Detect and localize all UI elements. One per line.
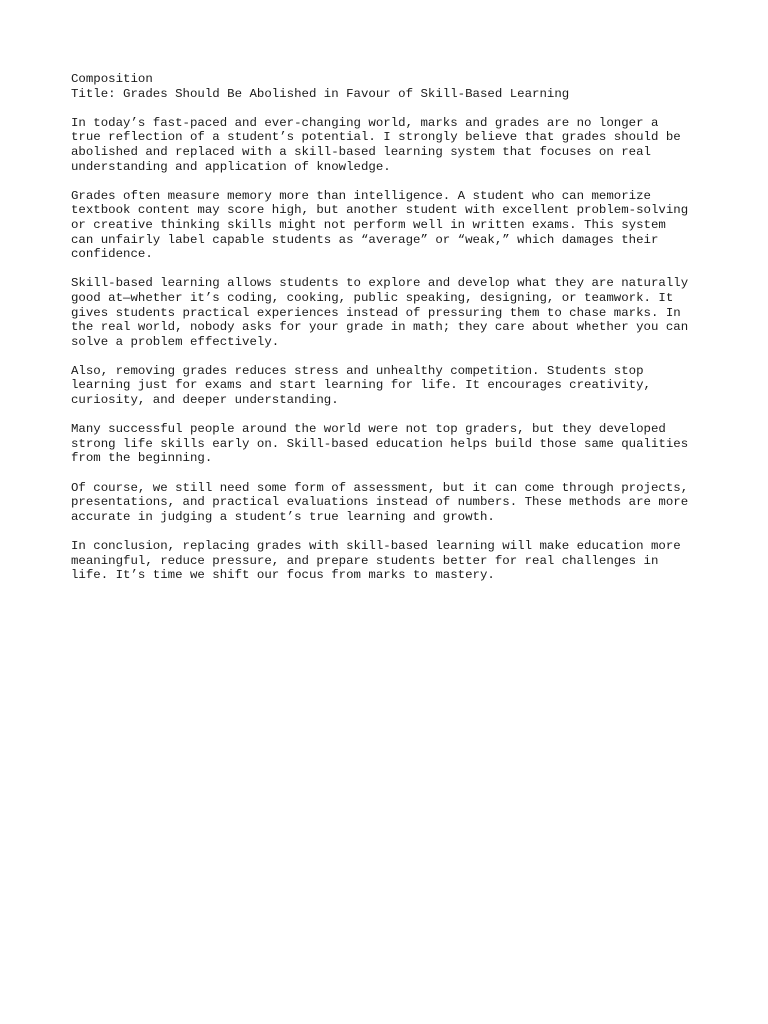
paragraph-line: Grades often measure memory more than intelligence. A student who can memorize — [71, 188, 651, 203]
paragraph-line: abolished and replaced with a skill-based learning system that focuses on real — [71, 144, 651, 159]
composition-label: Composition — [71, 72, 153, 86]
paragraph — [71, 116, 711, 174]
document-title: Title: Grades Should Be Abolished in Favour of Skill-Based Learning — [71, 86, 570, 101]
paragraph-line: true reflection of a student’s potential. I strongly believe that grades should be — [71, 130, 681, 145]
paragraph-line: Many successful people around the world were not top graders, but they developed — [71, 422, 666, 437]
paragraph-line: learning just for exams and start learning for life. It encourages creativity, — [71, 378, 651, 393]
paragraph-line: or creative thinking skills might not perform well in written exams. This system — [71, 217, 666, 232]
paragraph-line: curiosity, and deeper understanding. — [71, 393, 339, 408]
paragraph-line: understanding and application of knowledge. — [71, 159, 391, 174]
paragraph-line: accurate in judging a student’s true learning and growth. — [71, 509, 495, 524]
paragraph-line: gives students practical experiences instead of pressuring them to chase marks. In — [71, 305, 681, 320]
paragraph-line: textbook content may score high, but another student with excellent problem-solving — [71, 203, 689, 218]
paragraph-line: confidence. — [71, 247, 153, 262]
paragraph — [71, 422, 711, 466]
paragraph — [71, 539, 711, 583]
paragraph-line: In today’s fast-paced and ever-changing world, marks and grades are no longer a — [71, 115, 659, 130]
paragraph-line: solve a problem effectively. — [71, 334, 280, 349]
document-body — [71, 72, 711, 597]
paragraph-line: strong life skills early on. Skill-based education helps build those same qualities — [71, 436, 689, 451]
paragraph-line: good at—whether it’s coding, cooking, public speaking, designing, or teamwork. It — [71, 290, 674, 305]
paragraph-line: life. It’s time we shift our focus from marks to mastery. — [71, 568, 495, 583]
paragraph-line: from the beginning. — [71, 451, 213, 466]
paragraph — [71, 364, 711, 408]
document-header — [71, 72, 711, 101]
paragraph-list — [71, 116, 711, 583]
paragraph — [71, 189, 711, 262]
paragraph-line: meaningful, reduce pressure, and prepare students better for real challenges in — [71, 553, 659, 568]
paragraph — [71, 276, 711, 349]
paragraph-line: Skill-based learning allows students to explore and develop what they are naturally — [71, 276, 689, 291]
paragraph — [71, 481, 711, 525]
paragraph-line: Of course, we still need some form of assessment, but it can come through projects, — [71, 480, 689, 495]
paragraph-line: Also, removing grades reduces stress and unhealthy competition. Students stop — [71, 363, 644, 378]
paragraph-line: presentations, and practical evaluations instead of numbers. These methods are more — [71, 495, 689, 510]
paragraph-line: In conclusion, replacing grades with skill-based learning will make education more — [71, 539, 681, 553]
paragraph-line: the real world, nobody asks for your grade in math; they care about whether you can — [71, 320, 689, 335]
paragraph-line: can unfairly label capable students as “average” or “weak,” which damages their — [71, 232, 659, 247]
